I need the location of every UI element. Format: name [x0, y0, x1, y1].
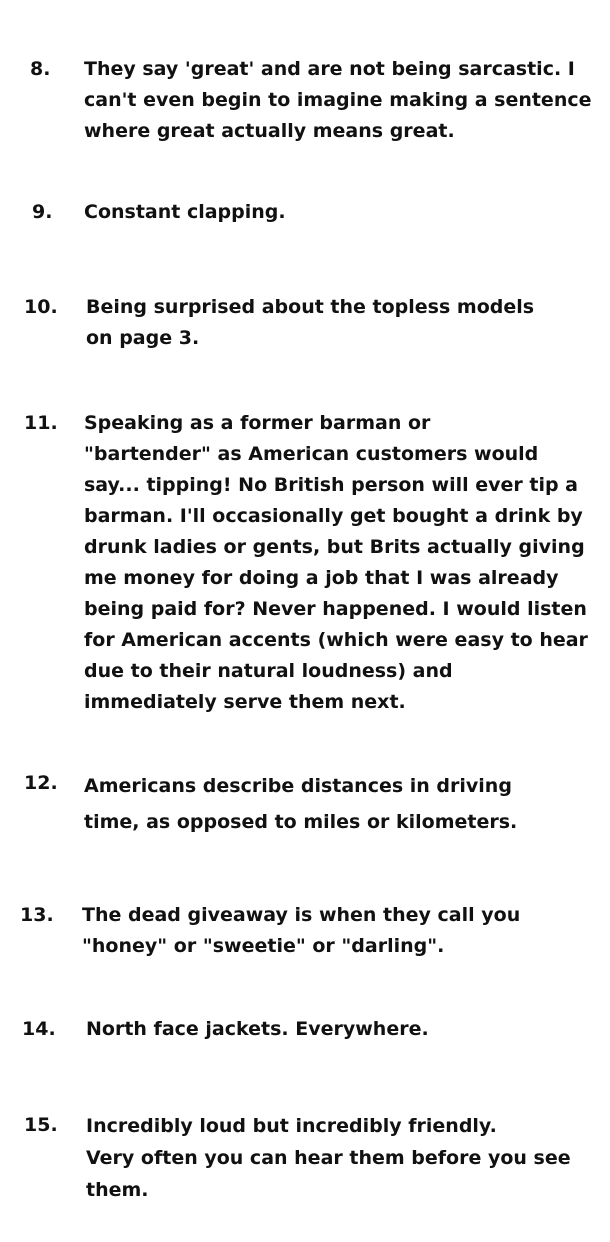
text-line: Constant clapping. [84, 201, 286, 223]
item-text [84, 54, 592, 147]
text-line: me money for doing a job that I was already [84, 567, 559, 589]
text-line: North face jackets. Everywhere. [86, 1018, 429, 1040]
item-text [86, 1014, 429, 1045]
text-line: Speaking as a former barman or [84, 412, 431, 434]
text-line: can't even begin to imagine making a sentence [84, 89, 592, 111]
item-number: 15. [24, 1114, 58, 1136]
item-number: 9. [32, 201, 53, 223]
text-line: barman. I'll occasionally get bought a drink by [84, 505, 583, 527]
text-line: Very often you can hear them before you see [86, 1147, 571, 1169]
item-number: 11. [24, 412, 58, 434]
item-text [84, 197, 286, 228]
text-line: being paid for? Never happened. I would listen [84, 598, 587, 620]
text-line: them. [86, 1179, 149, 1201]
item-number: 8. [30, 58, 51, 80]
item-text [86, 292, 534, 354]
item-number: 10. [24, 296, 58, 318]
text-line: for American accents (which were easy to hear [84, 629, 588, 651]
text-line: "bartender" as American customers would [84, 443, 539, 465]
item-text [84, 408, 588, 718]
text-line: due to their natural loudness) and [84, 660, 453, 682]
item-text [84, 768, 517, 840]
item-number: 13. [20, 904, 54, 926]
text-line: say... tipping! No British person will ever tip a [84, 474, 578, 496]
text-line: The dead giveaway is when they call you [82, 904, 521, 926]
text-line: "honey" or "sweetie" or "darling". [82, 935, 445, 957]
text-line: drunk ladies or gents, but Brits actually giving [84, 536, 585, 558]
text-line: where great actually means great. [84, 120, 455, 142]
text-line: immediately serve them next. [84, 691, 406, 713]
text-line: Americans describe distances in driving [84, 775, 512, 797]
item-number: 14. [22, 1018, 56, 1040]
text-line: on page 3. [86, 327, 200, 349]
item-number: 12. [24, 772, 58, 794]
item-text [82, 900, 520, 962]
text-line: They say 'great' and are not being sarcastic. I [84, 58, 575, 80]
text-line: Incredibly loud but incredibly friendly. [86, 1115, 497, 1137]
text-line: time, as opposed to miles or kilometers. [84, 811, 518, 833]
text-line: Being surprised about the topless models [86, 296, 535, 318]
item-text [86, 1110, 571, 1206]
